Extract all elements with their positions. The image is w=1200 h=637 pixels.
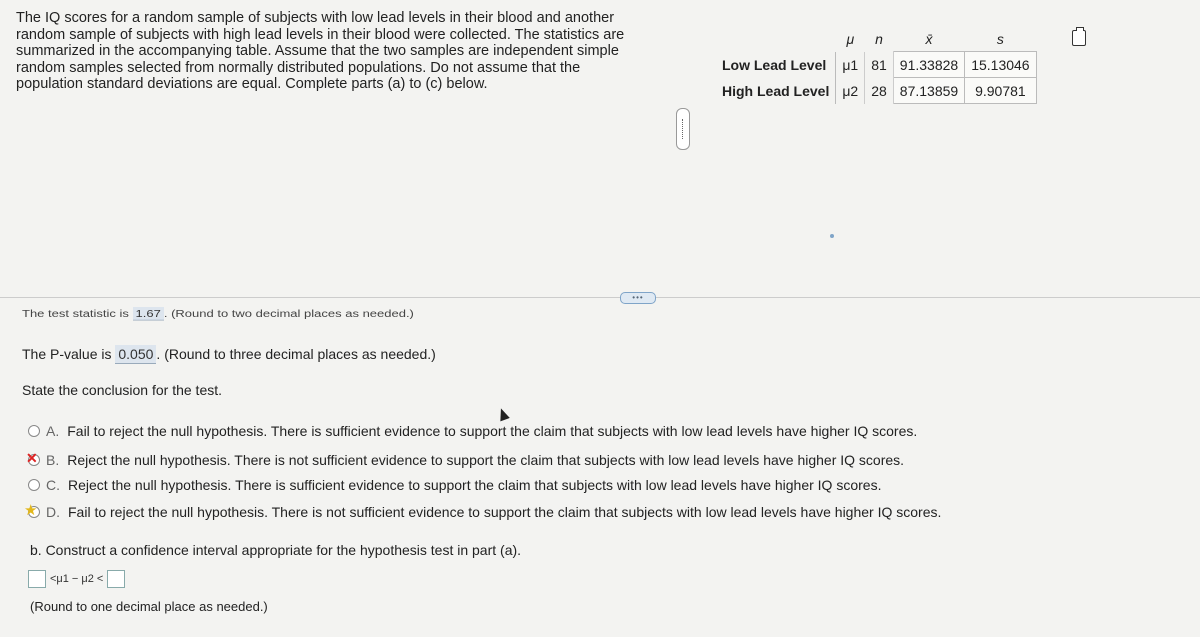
vertical-resize-handle[interactable] [676,108,690,150]
choice-text: Fail to reject the null hypothesis. There is not sufficient evidence to support the claim that subjects with low lead levels have higher IQ scores. [68,504,942,520]
row-label: Low Lead Level [718,52,836,78]
header-xbar: x̄ [925,30,933,47]
row-s: 15.13046 [965,52,1036,78]
row-label: High Lead Level [718,78,836,104]
header-n: n [875,30,883,47]
row-mu: μ1 [836,52,865,78]
horizontal-resize-handle[interactable]: ••• [620,292,656,304]
star-icon: ★ [24,502,38,519]
choice-b[interactable] [28,452,904,468]
choice-a[interactable] [28,423,917,439]
copy-icon[interactable] [1072,30,1086,46]
test-statistic-suffix: . (Round to two decimal places as needed.) [163,307,414,319]
row-xbar: 87.13859 [893,78,964,104]
test-statistic-prefix: The test statistic is [22,307,129,319]
p-value-answer[interactable]: 0.050 [115,345,156,364]
header-s: s [996,30,1004,47]
choice-text: Fail to reject the null hypothesis. There is sufficient evidence to support the claim that subjects with low lead levels have higher IQ scores. [67,423,918,439]
choice-letter: B. [46,452,60,468]
choice-d[interactable] [24,502,942,520]
header-mu: μ [846,30,855,47]
p-value-prefix: The P-value is [22,346,112,362]
radio-icon[interactable] [28,479,40,491]
choice-c[interactable] [28,477,881,493]
radio-icon[interactable] [28,425,40,437]
choice-letter: D. [46,504,60,520]
table-row [718,78,1036,104]
choice-text: Reject the null hypothesis. There is not sufficient evidence to support the claim that subjects with low lead levels have higher IQ scores. [67,452,905,468]
horizontal-divider [0,297,1200,298]
choice-letter: A. [46,423,60,439]
lower-bound-input[interactable] [28,570,46,588]
row-xbar: 91.33828 [893,52,964,78]
round-note: (Round to one decimal place as needed.) [30,599,268,614]
part-b-prompt: b. Construct a confidence interval appropriate for the hypothesis test in part (a). [30,542,522,558]
upper-bound-input[interactable] [107,570,125,588]
choice-text: Reject the null hypothesis. There is sufficient evidence to support the claim that subjects with low lead levels have higher IQ scores. [68,477,882,493]
mouse-cursor-icon [496,407,510,422]
p-value-suffix: . (Round to three decimal places as needed.) [156,346,436,362]
problem-statement: The IQ scores for a random sample of subjects with low lead levels in their blood and another random sample of subjects with high lead levels in their blood were collected. The statistics are summarized in the accompanying table. Assume that the two samples are independent simple random samples selected from normally distributed populations. Do not assume that the population standard deviations are equal. Complete parts (a) to (c) below. [16,10,625,92]
row-mu: μ2 [836,78,865,104]
statistics-table [718,26,1037,104]
row-n: 28 [865,78,894,104]
row-s: 9.90781 [965,78,1036,104]
choice-letter: C. [46,477,60,493]
confidence-interval-row [28,570,125,588]
conclusion-prompt: State the conclusion for the test. [22,382,223,398]
p-value-line [22,345,436,364]
test-statistic-line [22,307,414,321]
table-row [718,52,1036,78]
decorative-dot [830,234,834,238]
row-n: 81 [865,52,894,78]
test-statistic-answer[interactable]: 1.67 [133,307,164,321]
x-mark-icon: ✕ [26,450,38,466]
ci-expression: <μ1 − μ2 < [50,573,104,585]
